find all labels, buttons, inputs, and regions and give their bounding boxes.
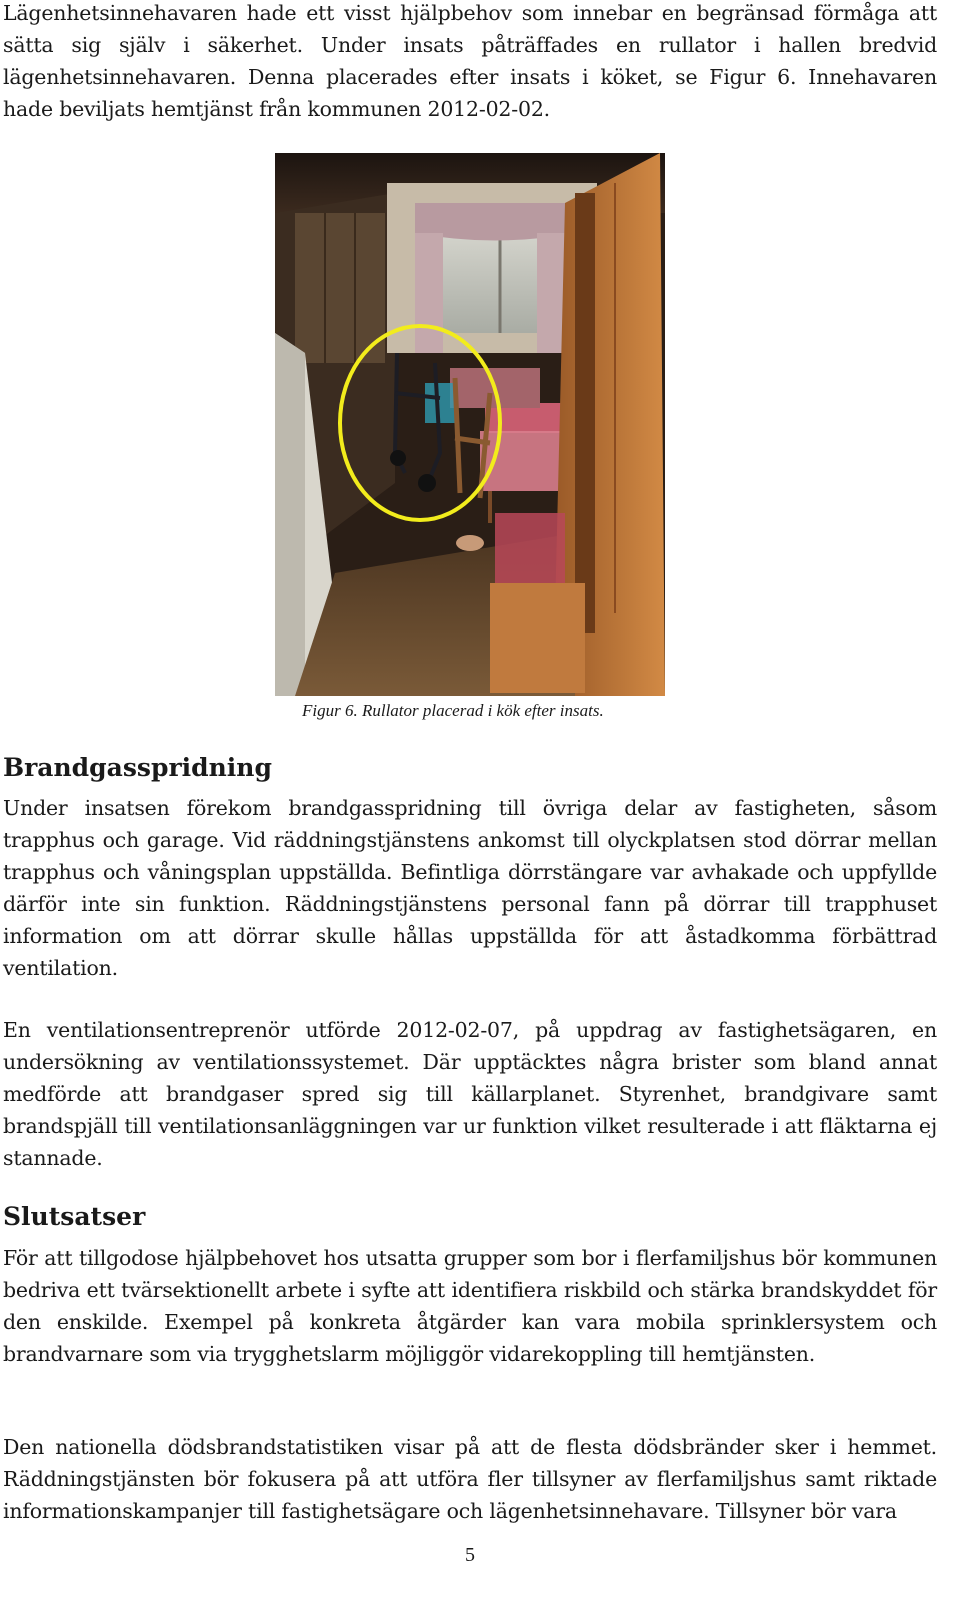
heading-brandgasspridning: Brandgasspridning xyxy=(3,753,272,782)
conclusions-paragraph-1: För att tillgodose hjälpbehovet hos utsatta grupper som bor i flerfamiljshus bör kommunen bedriva ett tvärsektionellt arbete i syfte att identifiera riskbild och stärka brandskyddet för den enskilde. Exempel på konkreta åtgärder kan vara mobila sprinklersystem och brandvarnare som via trygghetslarm möjliggör vidarekoppling till hemtjänsten. xyxy=(3,1246,937,1366)
intro-paragraph: Lägenhetsinnehavaren hade ett visst hjälpbehov som innebar en begränsad förmåga att sätta sig själv i säkerhet. Under insats påträffades en rullator i hallen bredvid lägenhetsinnehavaren. Denna placerades efter insats i köket, se Figur 6. Innehavaren hade beviljats hemtjänst från kommunen 2012-02-02. xyxy=(3,1,937,121)
conclusions-paragraph-2: Den nationella dödsbrandstatistiken visar på att de flesta dödsbränder sker i hemmet. Räddningstjänsten bör fokusera på att utföra fler tillsyner av flerfamiljshus samt riktade informationskampanjer till fastighetsägare och lägenhetsinnehavare. Tillsyner bör vara xyxy=(3,1435,937,1523)
figure-caption: Figur 6. Rullator placerad i kök efter insats. xyxy=(302,701,604,720)
heading-slutsatser: Slutsatser xyxy=(3,1202,146,1231)
kitchen-photo xyxy=(275,153,665,696)
page-number: 5 xyxy=(465,1544,475,1566)
spread-paragraph-1: Under insatsen förekom brandgasspridning till övriga delar av fastigheten, såsom trapphus och garage. Vid räddningstjänstens ankomst till olyckplatsen stod dörrar mellan trapphus och våningsplan uppställda. Befintliga dörrstängare var avhakade och uppfyllde därför inte sin funktion. Räddningstjänstens personal fann på dörrar till trapphuset information om att dörrar skulle hållas uppställda för att åstadkomma förbättrad ventilation. xyxy=(3,796,937,980)
spread-paragraph-2: En ventilationsentreprenör utförde 2012-02-07, på uppdrag av fastighetsägaren, en undersökning av ventilationssystemet. Där upptäcktes några brister som bland annat medförde att brandgaser spred sig till källarplanet. Styrenhet, brandgivare samt brandspjäll till ventilationsanläggningen var ur funktion vilket resulterade i att fläktarna ej stannade. xyxy=(3,1018,937,1170)
